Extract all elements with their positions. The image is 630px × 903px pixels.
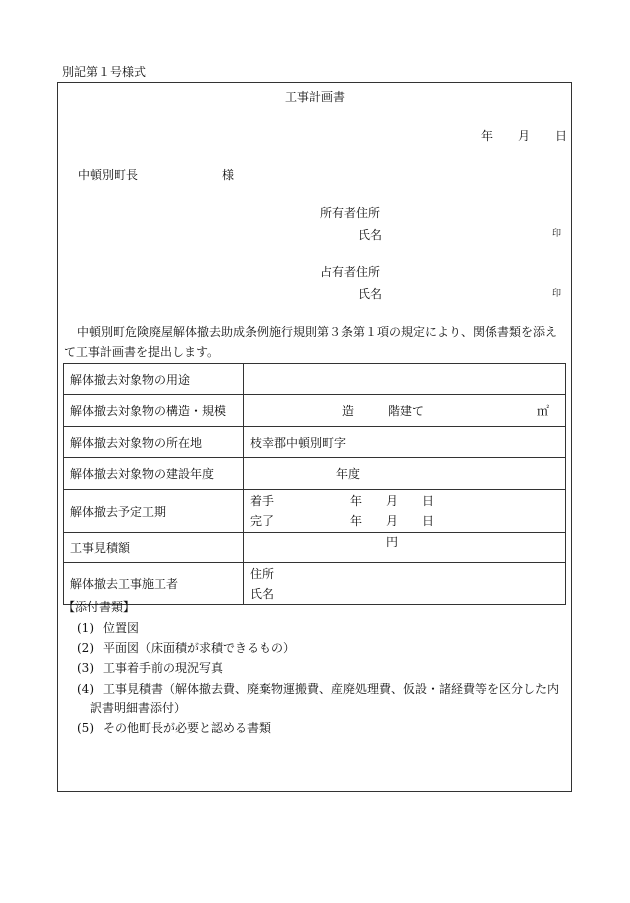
year-built-label: 解体撤去対象物の建設年度 — [64, 458, 244, 490]
contractor-name-label: 氏名 — [250, 586, 275, 601]
year-built-value[interactable] — [244, 458, 566, 490]
schedule-end-day: 日 — [422, 513, 435, 528]
body-text-line-1: 中頓別町危険廃屋解体撤去助成条例施行規則第３条第１項の規定により、関係書類を添え — [77, 325, 558, 339]
structure-zo: 造 — [342, 403, 355, 418]
owner-address-label: 所有者住所 — [320, 206, 381, 220]
attachments-heading: 【添付書類】 — [63, 600, 136, 614]
contractor-label: 解体撤去工事施工者 — [64, 563, 244, 605]
attachment-number: (2) — [77, 641, 94, 655]
estimate-unit: 円 — [386, 534, 399, 549]
document-title: 工事計画書 — [284, 90, 345, 104]
schedule-end-year: 年 — [350, 513, 363, 528]
table-row-estimate — [64, 533, 566, 563]
location-label: 解体撤去対象物の所在地 — [64, 427, 244, 458]
attachment-number: (4) — [77, 682, 94, 696]
location-value[interactable]: 枝幸郡中頓別町字 — [244, 427, 566, 458]
schedule-label: 解体撤去予定工期 — [64, 490, 244, 533]
owner-name-label: 氏名 — [358, 228, 383, 242]
table-row-schedule — [64, 490, 566, 533]
occupant-name-label: 氏名 — [358, 287, 383, 301]
attachment-text: その他町長が必要と認める書類 — [103, 721, 272, 735]
table-row-structure — [64, 395, 566, 427]
schedule-end-label: 完了 — [250, 513, 275, 528]
estimate-label: 工事見積額 — [64, 533, 244, 563]
structure-label: 解体撤去対象物の構造・規模 — [64, 395, 244, 427]
schedule-start-year: 年 — [350, 493, 363, 508]
table-row-contractor — [64, 563, 566, 605]
date-month: 月 — [518, 129, 531, 143]
schedule-start-month: 月 — [386, 493, 399, 508]
table-row-location — [64, 427, 566, 458]
body-text-line-2: て工事計画書を提出します。 — [64, 345, 220, 359]
addressee-honorific: 様 — [222, 168, 235, 182]
usage-value[interactable] — [244, 364, 566, 395]
attachment-text: 平面図（床面積が求積できるもの） — [103, 641, 296, 655]
owner-seal-mark: 印 — [552, 229, 562, 239]
schedule-value[interactable] — [244, 490, 566, 533]
attachment-number: (3) — [77, 661, 94, 675]
schedule-start-label: 着手 — [250, 493, 275, 508]
schedule-end-month: 月 — [386, 513, 399, 528]
form-label: 別記第１号様式 — [62, 65, 147, 79]
attachment-text: 位置図 — [103, 621, 140, 635]
contractor-value[interactable] — [244, 563, 566, 605]
date-year: 年 — [481, 129, 494, 143]
structure-area-unit: ㎡ — [537, 403, 550, 418]
schedule-start-day: 日 — [422, 493, 435, 508]
year-built-unit: 年度 — [336, 466, 361, 481]
table-row-year-built — [64, 458, 566, 490]
attachment-text: 工事見積書（解体撤去費、廃棄物運搬費、産廃処理費、仮設・諸経費等を区分した内 — [103, 682, 560, 696]
occupant-address-label: 占有者住所 — [320, 265, 381, 279]
date-day: 日 — [555, 129, 568, 143]
usage-label: 解体撤去対象物の用途 — [64, 364, 244, 395]
estimate-value[interactable] — [244, 533, 566, 563]
attachment-text: 工事着手前の現況写真 — [103, 661, 224, 675]
details-table — [63, 363, 566, 605]
structure-value[interactable] — [244, 395, 566, 427]
addressee-name: 中頓別町長 — [78, 168, 139, 182]
attachment-text-continued: 訳書明細書添付） — [90, 701, 187, 715]
structure-floors: 階建て — [388, 403, 425, 418]
contractor-address-label: 住所 — [250, 566, 275, 581]
attachment-number: (5) — [77, 721, 94, 735]
occupant-seal-mark: 印 — [552, 289, 562, 299]
table-row-usage — [64, 364, 566, 395]
attachment-number: (1) — [77, 621, 94, 635]
